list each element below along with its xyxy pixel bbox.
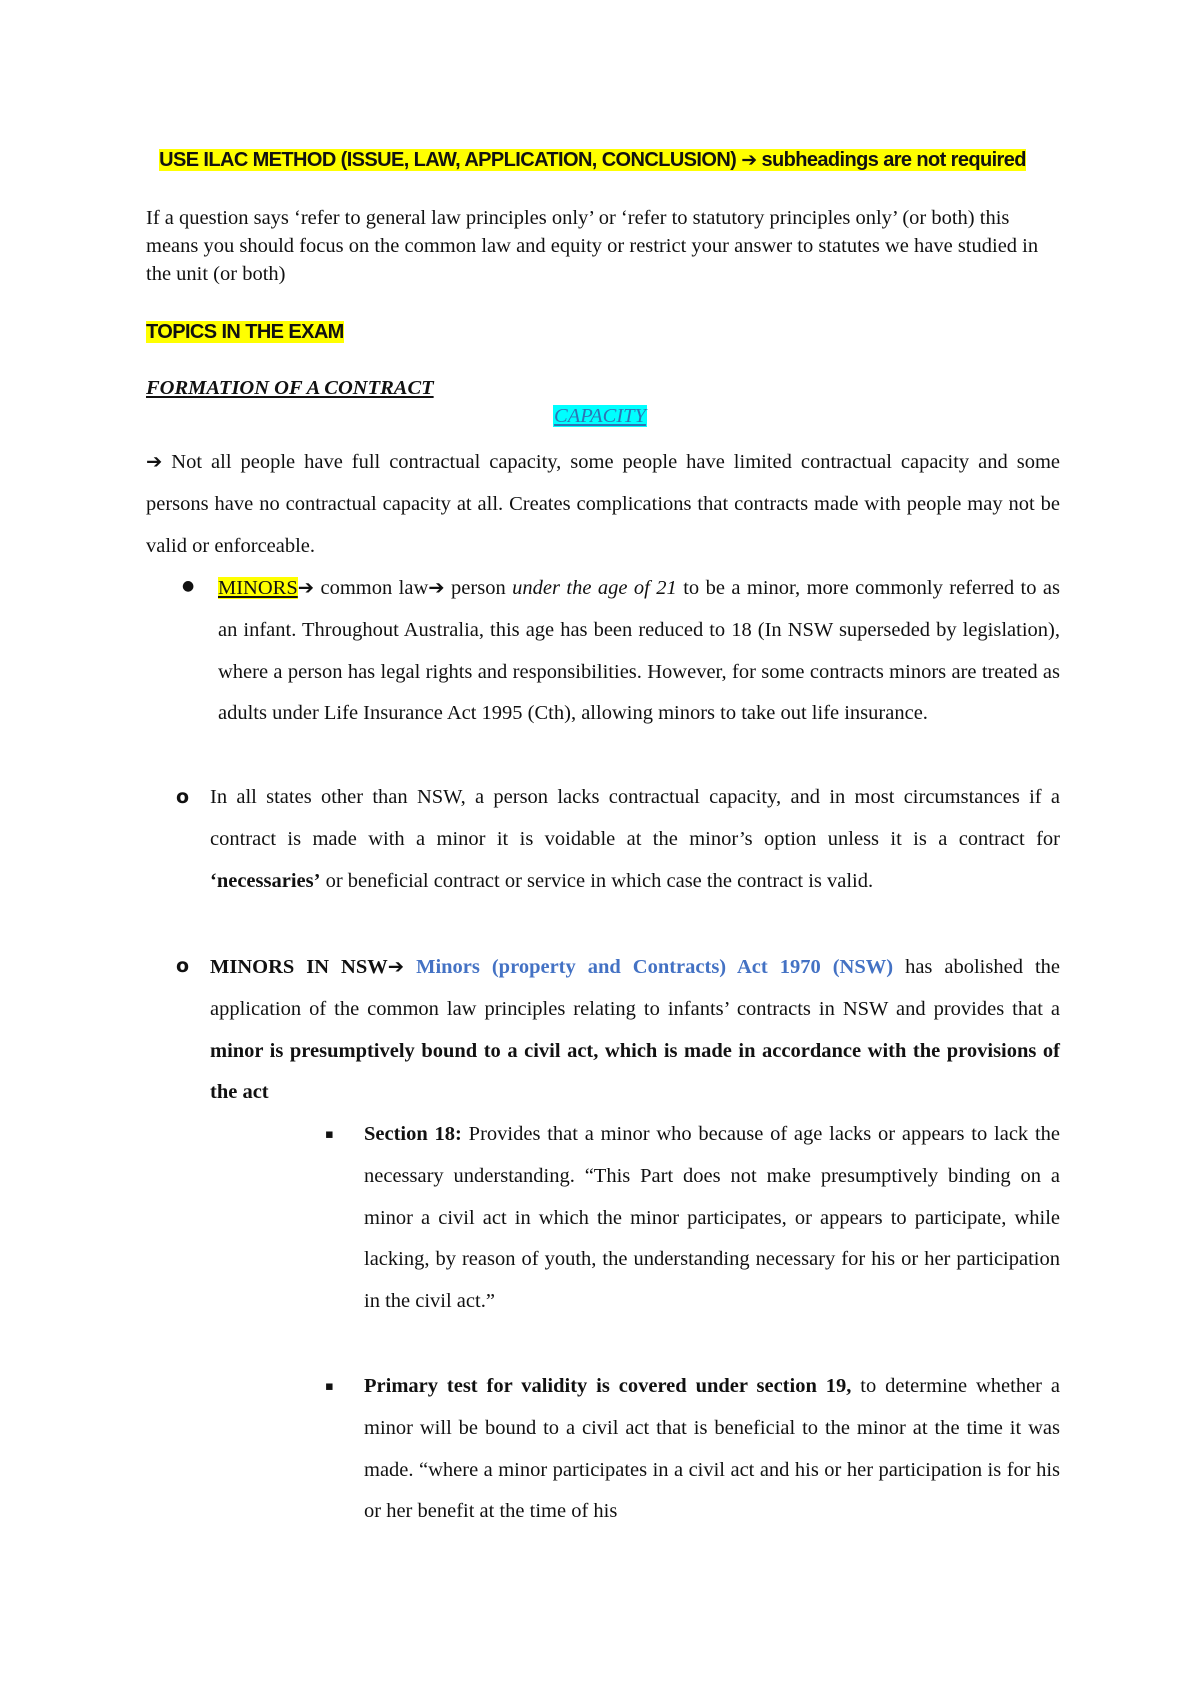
section-18-list-item: Section 18: Provides that a minor who because of age lacks or appears to lack the necessary understanding. “This Part does not make presumptively binding on a minor a civil act in which the minor participates, or appears to participate, while lacking, by reason of youth, the understanding necessary for his or her participation in the civil act.” <box>364 1123 1060 1313</box>
section-19-list-item: Primary test for validity is covered under section 19, to determine whether a minor will be bound to a civil act that is beneficial to the minor at the time it was made. “where a minor participates in a civil act and his or her participation is for his or her benefit at the time of his <box>364 1375 1060 1523</box>
act-reference: Minors (property and Contracts) Act 1970 (NSW) <box>416 956 894 978</box>
minors-label: MINORS <box>218 577 298 599</box>
age-emphasis: under the age of 21 <box>512 577 677 599</box>
section-heading: FORMATION OF A CONTRACT <box>146 377 434 399</box>
right-arrow-icon: ➔ <box>297 576 315 599</box>
capacity-overview-paragraph: ➔ Not all people have full contractual capacity, some people have limited contractual capacity and some persons have no contractual capacity at all. Creates complications that contracts made with people may not be valid or enforceable. <box>146 450 1060 557</box>
minors-nsw-label: MINORS IN NSW <box>210 956 388 978</box>
necessaries-term: ‘necessaries’ <box>210 869 321 892</box>
presumptive-binding-statement: minor is presumptively bound to a civil act, which is made in accordance with the provisions of the act <box>210 1039 1060 1104</box>
section-18-label: Section 18: <box>364 1123 462 1145</box>
capacity-subheading: CAPACITY <box>554 405 646 427</box>
section-19-label: Primary test for validity is covered under section 19, <box>364 1375 852 1397</box>
minors-nsw-list-item: MINORS IN NSW➔ Minors (property and Contracts) Act 1970 (NSW) has abolished the application of the common law principles relating to infants’ contracts in NSW and provides that a minor is presumptively bound to a civil act, which is made in accordance with the provisions of the act <box>210 955 1060 1104</box>
topics-heading: TOPICS IN THE EXAM <box>146 321 344 343</box>
intro-paragraph: If a question says ‘refer to general law principles only’ or ‘refer to statutory principles only’ (or both) this means you should focus on the common law and equity or restrict your answer to statutes we have studied in the unit (or both) <box>146 207 1039 285</box>
minors-list-item: MINORS➔ common law➔ person under the age of 21 to be a minor, more commonly referred to as an infant. Throughout Australia, this age has been reduced to 18 (In NSW superseded by legislation), where a person has legal rights and responsibilities. However, for some contracts minors are treated as adults under Life Insurance Act 1995 (Cth), allowing minors to take out life insurance. <box>218 576 1060 725</box>
square-bullet-icon: ▪ <box>325 1379 334 1394</box>
other-states-list-item: In all states other than NSW, a person lacks contractual capacity, and in most circumstances if a contract is made with a minor it is voidable at the minor’s option unless it is a contract for ‘necessaries’ or beneficial contract or service in which case the contract is valid. <box>210 786 1060 892</box>
right-arrow-icon: ➔ <box>387 955 405 978</box>
filled-disc-bullet-icon: ● <box>182 578 195 594</box>
title-part-1: USE ILAC METHOD (ISSUE, LAW, APPLICATION, CONCLUSION) <box>159 149 737 171</box>
method-instruction-heading <box>140 146 1045 174</box>
right-arrow-icon: ➔ <box>741 149 757 171</box>
hollow-circle-bullet-icon: o <box>176 786 190 808</box>
square-bullet-icon: ▪ <box>325 1127 334 1142</box>
title-part-2: subheadings are not required <box>761 149 1026 171</box>
right-arrow-icon: ➔ <box>428 576 445 599</box>
hollow-circle-bullet-icon: o <box>176 955 190 977</box>
right-arrow-icon: ➔ <box>146 450 163 473</box>
